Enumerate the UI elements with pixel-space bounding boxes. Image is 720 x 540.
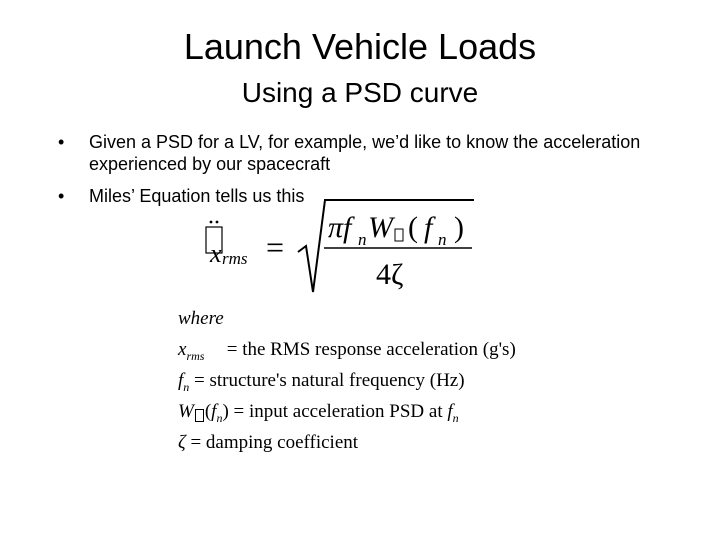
definition-row-xrms (178, 334, 516, 365)
w-tail-sub: n (452, 411, 459, 425)
bullet-text-miles: Miles’ Equation tells us this (89, 186, 305, 206)
lhs-subscript: rms (222, 249, 248, 268)
w-tail-f: f (447, 401, 453, 422)
bullet-icon: • (58, 132, 65, 152)
bullet-text-psd: Given a PSD for a LV, for example, we’d like to know the acceleration experienced by our spacecraft (89, 132, 641, 174)
w-arg-f: f (211, 401, 217, 422)
where-label: where (178, 308, 224, 329)
numerator-w: W (368, 211, 393, 244)
definition-row-zeta (178, 427, 516, 458)
w-open-paren: ( (204, 401, 212, 422)
definitions-block (178, 303, 516, 458)
missing-glyph-box (195, 409, 204, 422)
numerator-sub-n: n (358, 230, 367, 249)
slide-subtitle: Using a PSD curve (241, 77, 479, 108)
definition-text-fn: = structure's natural frequency (Hz) (194, 370, 465, 391)
equals-sign: = (266, 229, 285, 265)
symbol-f: f (178, 370, 184, 391)
numerator-close-paren: ) (454, 211, 464, 244)
numerator-pi-f: πf (328, 211, 352, 244)
symbol-zeta: ζ (178, 432, 186, 453)
lhs-x-letter: x (210, 239, 222, 268)
numerator-open-paren: ( (408, 211, 418, 244)
definition-row-fn (178, 365, 516, 396)
numerator-sub-n2: n (438, 230, 447, 249)
symbol-x: x (178, 339, 187, 360)
symbol-sub-n: n (183, 380, 190, 394)
numerator-f: f (424, 211, 433, 244)
lhs-dot-icon (210, 221, 213, 224)
definition-text-xrms: = the RMS response acceleration (g's) (226, 339, 516, 360)
numerator-missing-glyph-box (395, 229, 403, 241)
symbol-w: W (178, 401, 194, 422)
definition-row-w (178, 396, 516, 427)
definitions-where (178, 303, 516, 334)
w-arg-sub: n (216, 411, 223, 425)
lhs-dot-icon (216, 221, 219, 224)
slide-title: Launch Vehicle Loads (183, 26, 537, 67)
definition-symbol (178, 334, 222, 367)
w-close-paren: ) (222, 401, 229, 422)
denominator: 4ζ (376, 258, 404, 291)
bullet-icon: • (58, 186, 65, 206)
symbol-sub-rms: rms (186, 349, 205, 363)
definition-symbol (178, 365, 189, 398)
definition-symbol (178, 401, 229, 425)
definition-text-w: = input acceleration PSD at (233, 401, 443, 422)
definition-text-zeta: = damping coefficient (190, 432, 359, 453)
